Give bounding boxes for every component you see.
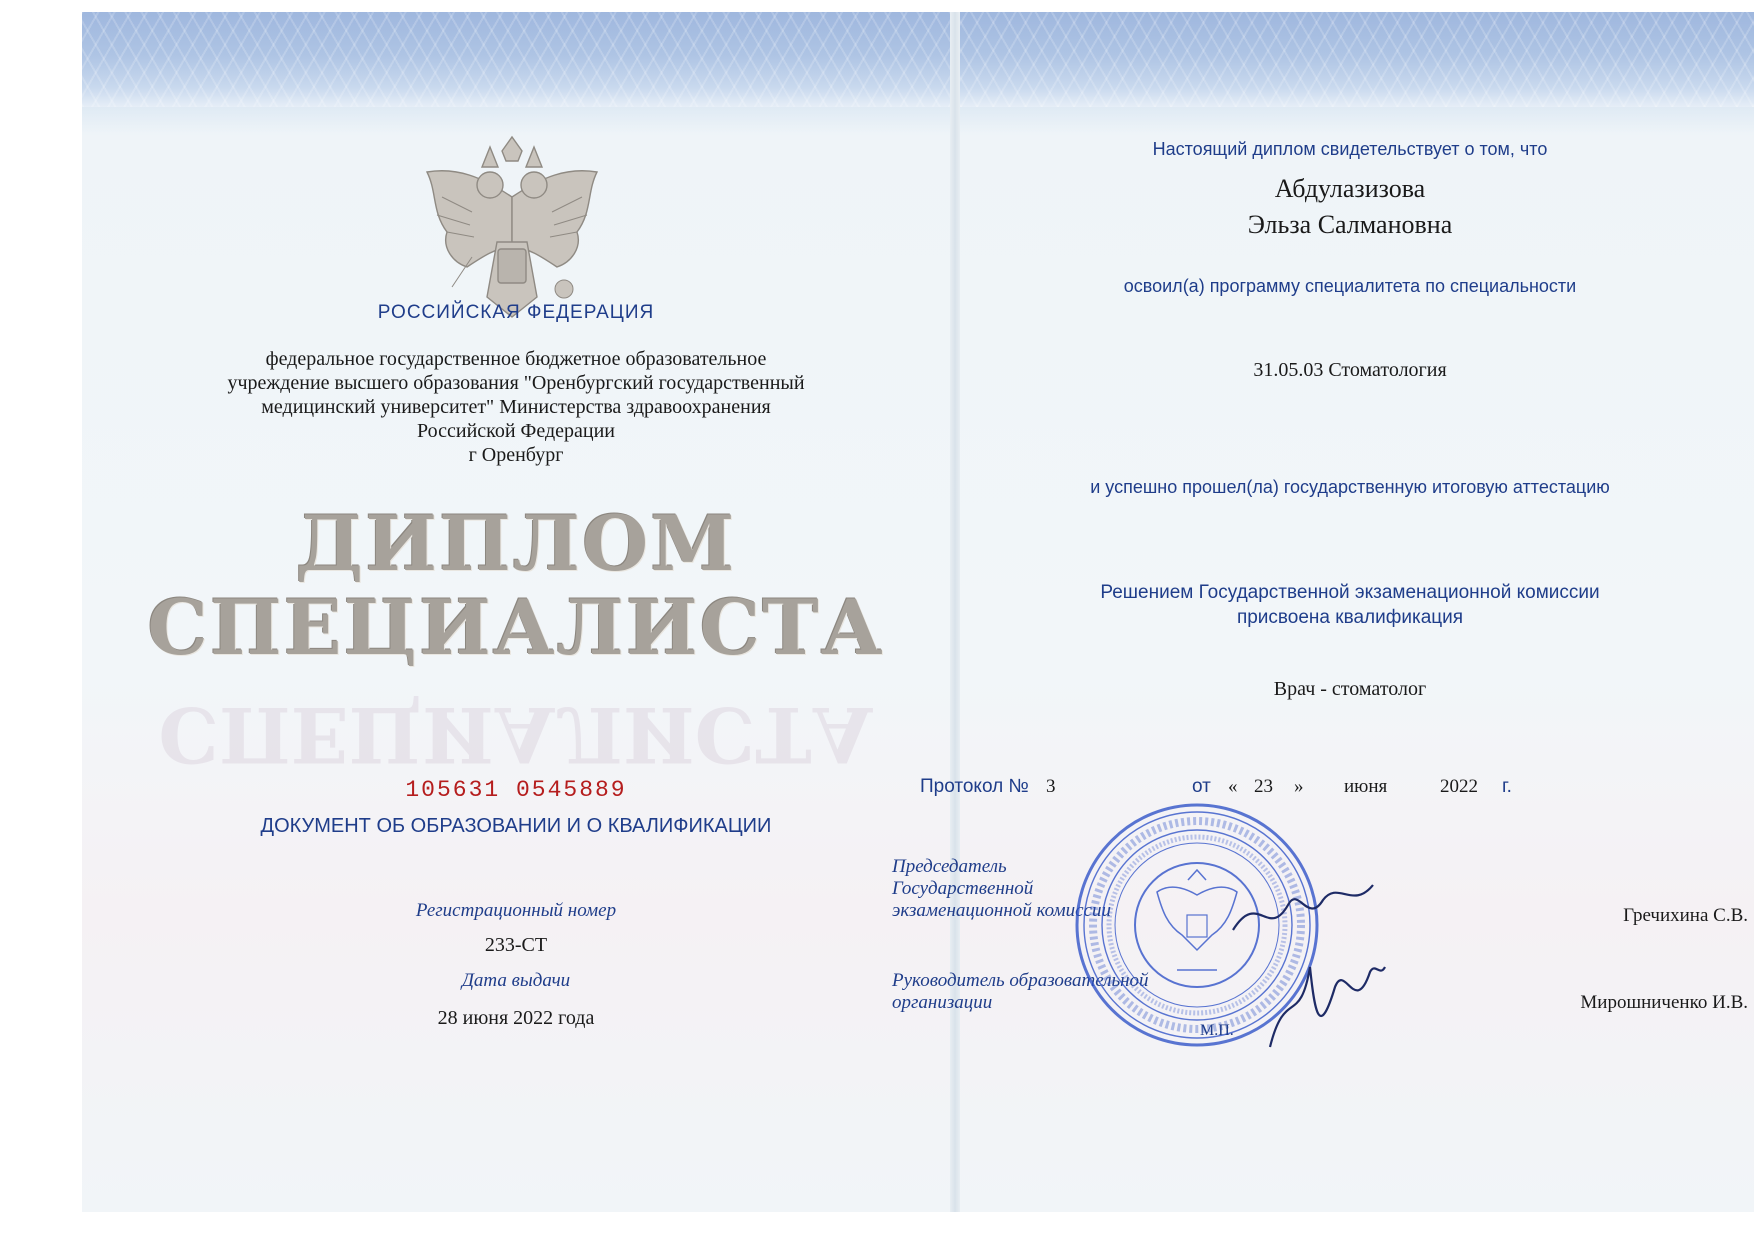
institution-name: федеральное государственное бюджетное образовательное учреждение высшего образования "Оренбургский государственный медицинский университет" Министерства здравоохранения Российской Федерации г Оренбург <box>227 348 805 466</box>
chair-name: Гречихина С.В. <box>1623 905 1748 926</box>
diploma-title-line2: СПЕЦИАЛИСТА <box>147 583 885 672</box>
country-name: РОССИЙСКАЯ ФЕДЕРАЦИЯ <box>377 302 655 323</box>
head-label: Руководитель образовательной организации <box>892 970 1149 1013</box>
graduate-given-names: Эльза Салмановна <box>1247 210 1453 239</box>
attestation-text: и успешно прошел(ла) государственную итоговую аттестацию <box>1090 477 1610 497</box>
decorative-band <box>960 12 1754 107</box>
chair-signature-icon <box>1228 870 1378 950</box>
protocol-line: Протокол № 3 от « 23 » июня 2022 г. <box>920 776 1512 797</box>
registration-number: 233-СТ <box>484 934 548 956</box>
head-name: Мирошниченко И.В. <box>1580 992 1748 1013</box>
protocol-from-label: от <box>1192 776 1211 797</box>
issue-date-label: Дата выдачи <box>461 970 571 991</box>
serial-number: 105631 0545889 <box>405 777 627 803</box>
protocol-year: 2022 <box>1440 776 1478 797</box>
left-page <box>82 12 950 1212</box>
protocol-label: Протокол № <box>920 776 1029 797</box>
protocol-number: 3 <box>1046 776 1056 797</box>
specialty: 31.05.03 Стоматология <box>1253 359 1447 381</box>
protocol-day: 23 <box>1254 776 1273 797</box>
coat-of-arms-icon <box>412 137 612 327</box>
title-watermark: СПЕЦИАЛИСТА <box>158 690 874 779</box>
decision-line2: присвоена квалификация <box>1236 607 1464 628</box>
document-type: ДОКУМЕНТ ОБ ОБРАЗОВАНИИ И О КВАЛИФИКАЦИИ <box>260 815 772 837</box>
decision-line1: Решением Государственной экзаменационной комиссии <box>1100 582 1600 603</box>
intro-text: Настоящий диплом свидетельствует о том, что <box>1152 139 1548 159</box>
head-signature-icon <box>1260 947 1390 1057</box>
diploma-title-line1: ДИПЛОМ <box>295 499 737 588</box>
chair-label: Председатель Государственной экзаменационной комиссии <box>892 856 1111 921</box>
graduate-surname: Абдулазизова <box>1274 174 1426 203</box>
registration-label: Регистрационный номер <box>415 900 617 921</box>
decorative-band <box>82 12 950 107</box>
protocol-month: июня <box>1344 776 1388 797</box>
page-fold <box>950 12 960 1212</box>
program-text: освоил(а) программу специалитета по специальности <box>1123 276 1577 296</box>
seal-place: М.П. <box>1200 1022 1234 1039</box>
right-page <box>892 12 1754 1212</box>
qualification: Врач - стоматолог <box>1273 678 1427 700</box>
issue-date: 28 июня 2022 года <box>437 1007 595 1029</box>
